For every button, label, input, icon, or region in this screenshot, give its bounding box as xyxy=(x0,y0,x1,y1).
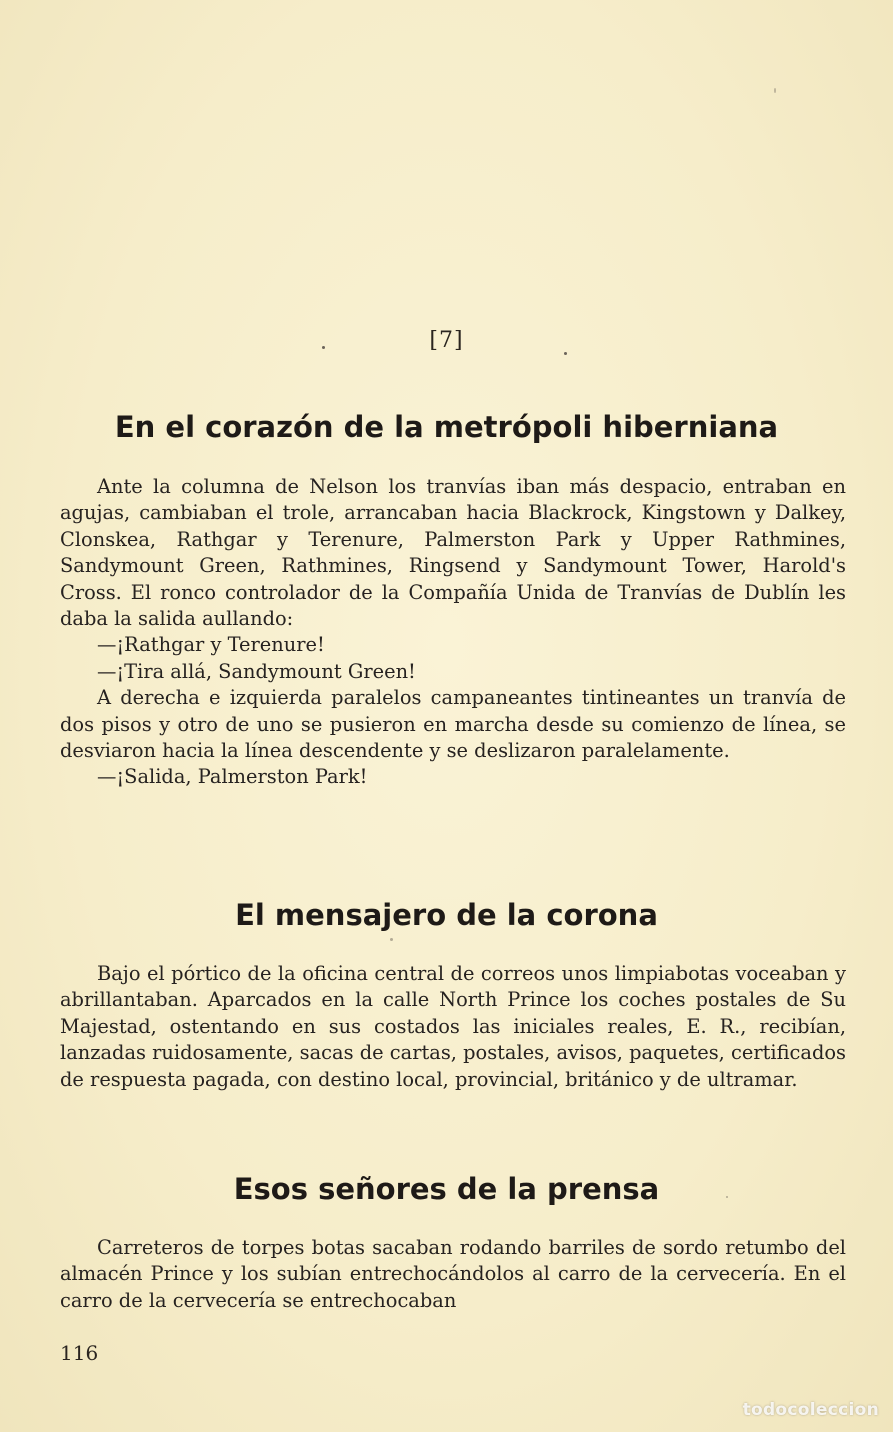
paragraph: A derecha e izquierda paralelos campaneantes tintineantes un tranvía de dos pisos y otro de uno se pusieron en marcha desde su comienzo de línea, se desviaron hacia la línea descendente y se deslizaron paralelamente. xyxy=(60,686,846,763)
section-body xyxy=(60,961,846,1093)
section-title: El mensajero de la corona xyxy=(235,898,658,932)
page-number: 116 xyxy=(60,1341,99,1365)
section-title: Esos señores de la prensa xyxy=(233,1172,660,1206)
paper-speck xyxy=(774,88,776,93)
dialogue-line: —¡Salida, Palmerston Park! xyxy=(97,765,368,789)
paragraph: Ante la columna de Nelson los tranvías iban más despacio, entraban en agujas, cambiaban el trole, arrancaban hacia Blackrock, Kingstown y Dalkey, Clonskea, Rathgar y Terenure, Palmerston Park y Upper Rathmines, Sandymount Green, Rathmines, Ringsend y Sandymount Tower, Harold's Cross. El ronco controlador de la Compañía Unida de Tranvías de Dublín les daba la salida aullando: xyxy=(60,475,846,631)
paper-speck xyxy=(390,938,393,941)
dialogue-line: —¡Tira allá, Sandymount Green! xyxy=(97,659,416,683)
chapter-number: [7] xyxy=(429,328,464,353)
dialogue-line: —¡Rathgar y Terenure! xyxy=(97,633,325,657)
section-body xyxy=(60,1235,846,1314)
section-title: En el corazón de la metrópoli hiberniana xyxy=(114,410,779,444)
paragraph: Carreteros de torpes botas sacaban rodando barriles de sordo retumbo del almacén Prince y los subían entrechocándolos al carro de la cervecería. En el carro de la cervecería se entrechocaban xyxy=(60,1236,846,1312)
watermark-logo: todocoleccion xyxy=(742,1400,879,1420)
section-body xyxy=(60,474,846,791)
paragraph: Bajo el pórtico de la oficina central de correos unos limpiabotas voceaban y abrillantaban. Aparcados en la calle North Prince los coches postales de Su Majestad, ostentando en sus costados las iniciales reales, E. R., recibían, lanzadas ruidosamente, sacas de cartas, postales, avisos, paquetes, certificados de respuesta pagada, con destino local, provincial, británico y de ultramar. xyxy=(60,962,846,1091)
